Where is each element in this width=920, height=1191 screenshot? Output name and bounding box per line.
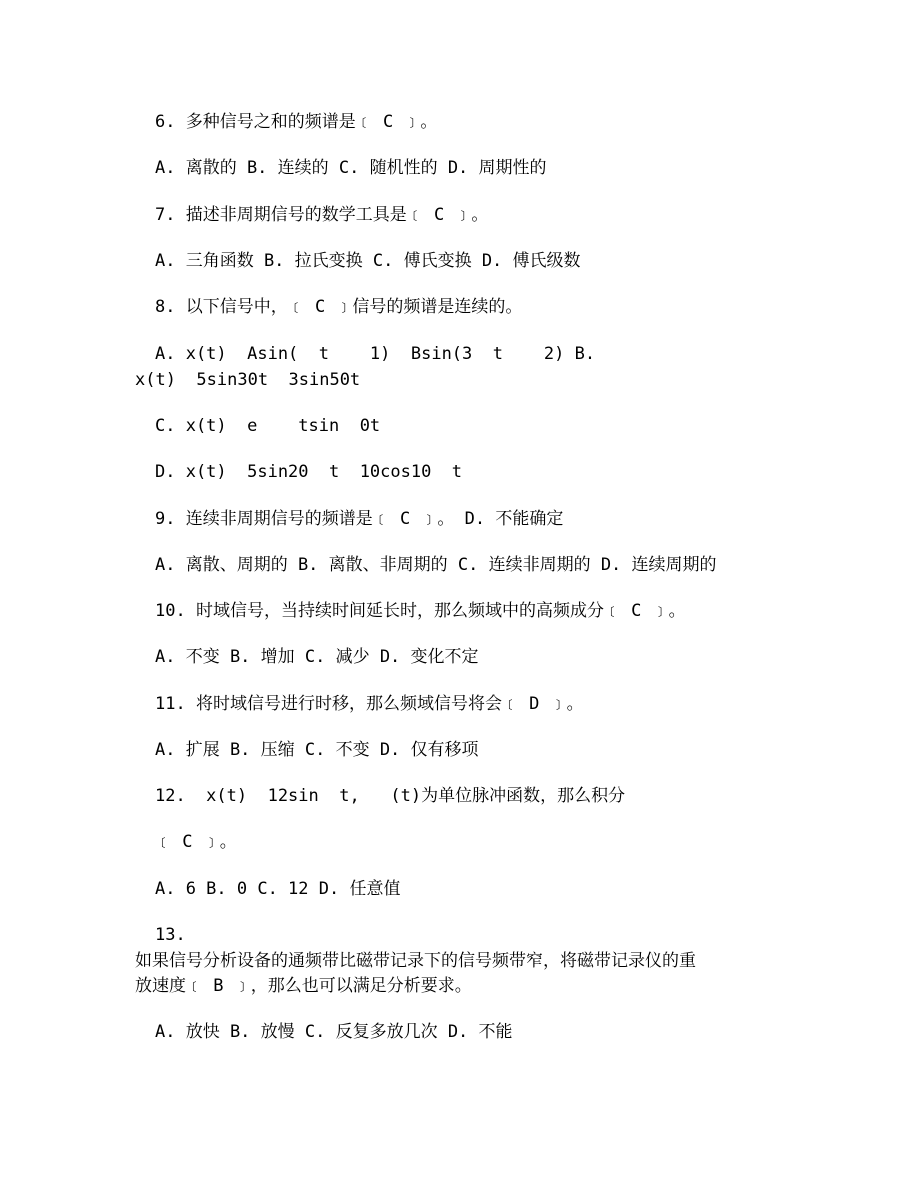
- question-8-option-d: D. x(t) 5sin20 t 10cos10 t: [155, 462, 463, 482]
- question-8-option-a: A. x(t) Asin( t 1) Bsin(3 t 2) B.: [155, 344, 596, 364]
- question-13-text-line-1: 如果信号分析设备的通频带比磁带记录下的信号频带窄，将磁带记录仪的重: [135, 951, 696, 971]
- question-8-option-c: C. x(t) e tsin 0t: [155, 416, 381, 436]
- question-11: 11. 将时域信号进行时移，那么频域信号将会﹝ D ﹞。: [155, 694, 584, 714]
- question-9: 9. 连续非周期信号的频谱是﹝ C ﹞。 D. 不能确定: [155, 509, 564, 529]
- question-13-options: A. 放快 B. 放慢 C. 反复多放几次 D. 不能: [155, 1022, 513, 1042]
- question-13-text-line-2: 放速度﹝ B ﹞，那么也可以满足分析要求。: [135, 976, 472, 996]
- question-6-options: A. 离散的 B. 连续的 C. 随机性的 D. 周期性的: [155, 158, 547, 178]
- question-7: 7. 描述非周期信号的数学工具是﹝ C ﹞。: [155, 205, 489, 225]
- question-12-answer: ﹝ C ﹞。: [155, 832, 237, 852]
- question-8-option-b: x(t) 5sin30t 3sin50t: [135, 370, 361, 390]
- question-11-options: A. 扩展 B. 压缩 C. 不变 D. 仅有移项: [155, 740, 479, 760]
- question-9-options: A. 离散、周期的 B. 离散、非周期的 C. 连续非周期的 D. 连续周期的: [155, 555, 717, 575]
- question-7-options: A. 三角函数 B. 拉氏变换 C. 傅氏变换 D. 傅氏级数: [155, 251, 581, 271]
- question-12: 12. x(t) 12sin t, (t)为单位脉冲函数，那么积分: [155, 786, 626, 806]
- question-10-options: A. 不变 B. 增加 C. 减少 D. 变化不定: [155, 647, 479, 667]
- question-13-number: 13.: [155, 925, 186, 945]
- question-10: 10. 时域信号，当持续时间延长时，那么频域中的高频成分﹝ C ﹞。: [155, 601, 686, 621]
- question-8: 8. 以下信号中，﹝ C ﹞信号的频谱是连续的。: [155, 297, 523, 317]
- question-12-options: A. 6 B. 0 C. 12 D. 任意值: [155, 879, 401, 899]
- question-6: 6. 多种信号之和的频谱是﹝ C ﹞。: [155, 112, 438, 132]
